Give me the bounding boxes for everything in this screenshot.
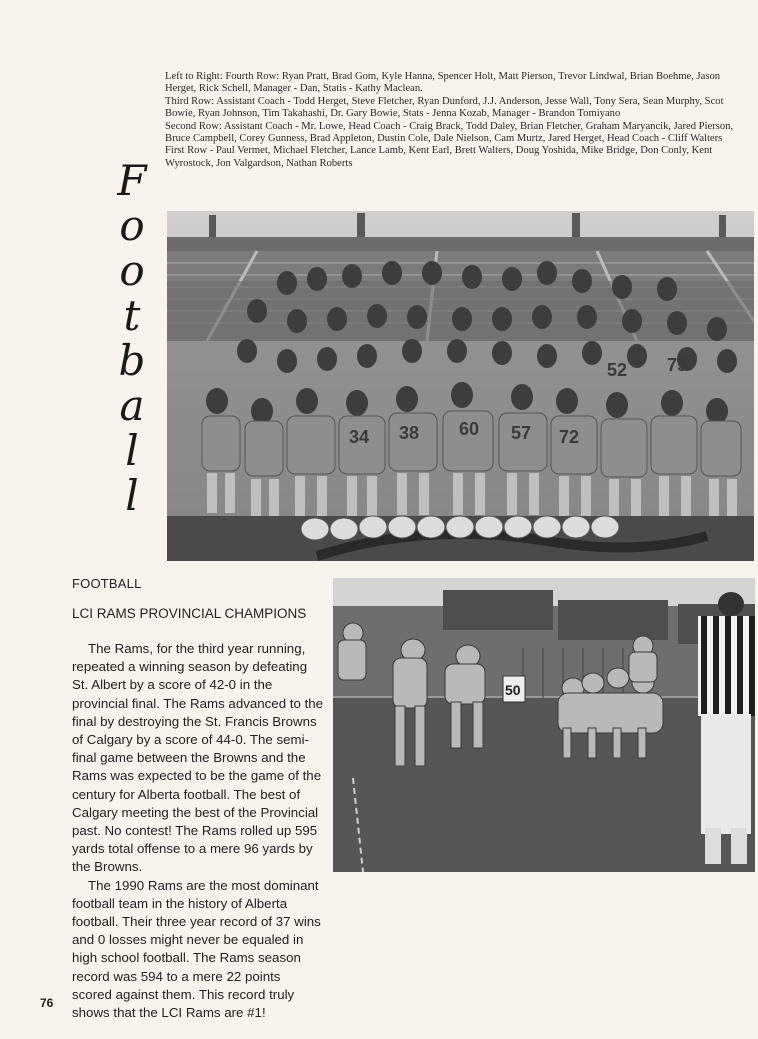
team-photo xyxy=(167,211,754,561)
jersey-number: 60 xyxy=(459,419,480,439)
title-letter: l xyxy=(125,471,139,520)
caption-second-row: Second Row: Assistant Coach - Mr. Lowe, Head Coach - Craig Brack, Todd Daley, Brian Fletcher, Graham Maryancik, Jared Pierson, Bruce Campbell, Corey Gunness, Brad Appleton, Dustin Cole, Dale Nielson, Cam Murtz, Jared Herget, Head Coach - Cliff Walters xyxy=(165,120,734,145)
caption-fourth-row: Left to Right: Fourth Row: Ryan Pratt, Brad Gom, Kyle Hanna, Spencer Holt, Matt Pierson, Trevor Lindwal, Brian Boehme, Jason Herget, Rick Schell, Manager - Dan, Statis - Kathy Maclean. xyxy=(165,71,721,95)
referee-figure xyxy=(698,592,755,864)
yard-marker: 50 xyxy=(505,682,521,698)
team-photo-caption xyxy=(165,71,745,170)
title-letter: t xyxy=(123,291,141,340)
jersey-number: 34 xyxy=(349,427,370,447)
caption-third-row: Third Row: Assistant Coach - Todd Herget, Steve Fletcher, Ryan Dunford, J.J. Anderson, Jesse Wall, Tony Sera, Sean Murphy, Scot Bowie, Ryan Johnson, Tim Takahashi, Dr. Gary Bowie, Stats - Jenna Kozab, Manager - Brandon Tomiyano xyxy=(165,95,724,120)
jersey-number: 52 xyxy=(607,360,628,380)
section-heading: FOOTBALL xyxy=(72,576,142,591)
caption-first-row: First Row - Paul Vermet, Michael Fletcher, Lance Lamb, Kent Earl, Brett Walters, Doug Yoshida, Mike Bridge, Don Conly, Kent Wyrostock, Jon Valgardson, Nathan Roberts xyxy=(165,145,713,169)
game-action-photo xyxy=(333,578,755,872)
article-body xyxy=(72,640,324,1022)
team-photo-image xyxy=(167,211,754,561)
jersey-number: 57 xyxy=(511,423,532,443)
jersey-number: 38 xyxy=(399,423,420,443)
article-paragraph: The Rams, for the third year running, repeated a winning season by defeating St. Albert by a score of 42-0 in the provincial final. The Rams advanced to the final by destroying the St. Francis Browns of Calgary by a score of 44-0. The semi-final game between the Browns and the Rams was expected to be the game of the century for Alberta football. The best of Calgary meeting the best of the Provincial past. No contest! The Rams rolled up 595 yards total offense to a mere 96 yards by the Browns. xyxy=(72,641,324,875)
vertical-title xyxy=(112,158,152,518)
page-number: 76 xyxy=(40,996,54,1010)
title-letter: a xyxy=(119,381,145,430)
title-letter: o xyxy=(119,201,145,250)
title-letter: o xyxy=(119,246,145,295)
title-letter: F xyxy=(117,156,147,205)
title-letter: l xyxy=(125,426,139,475)
game-photo-image xyxy=(333,578,755,872)
title-letter: b xyxy=(118,336,146,385)
jersey-number: 75 xyxy=(667,355,688,375)
jersey-number: 72 xyxy=(559,427,580,447)
article-subheading: LCI RAMS PROVINCIAL CHAMPIONS xyxy=(72,606,307,621)
article-paragraph: The 1990 Rams are the most dominant football team in the history of Alberta football. Their three year record of 37 wins and 0 losses might never be equaled in high school football. The Rams season record was 594 to a mere 22 points scored against them. This record truly shows that the LCI Rams are #1! xyxy=(72,877,321,1021)
